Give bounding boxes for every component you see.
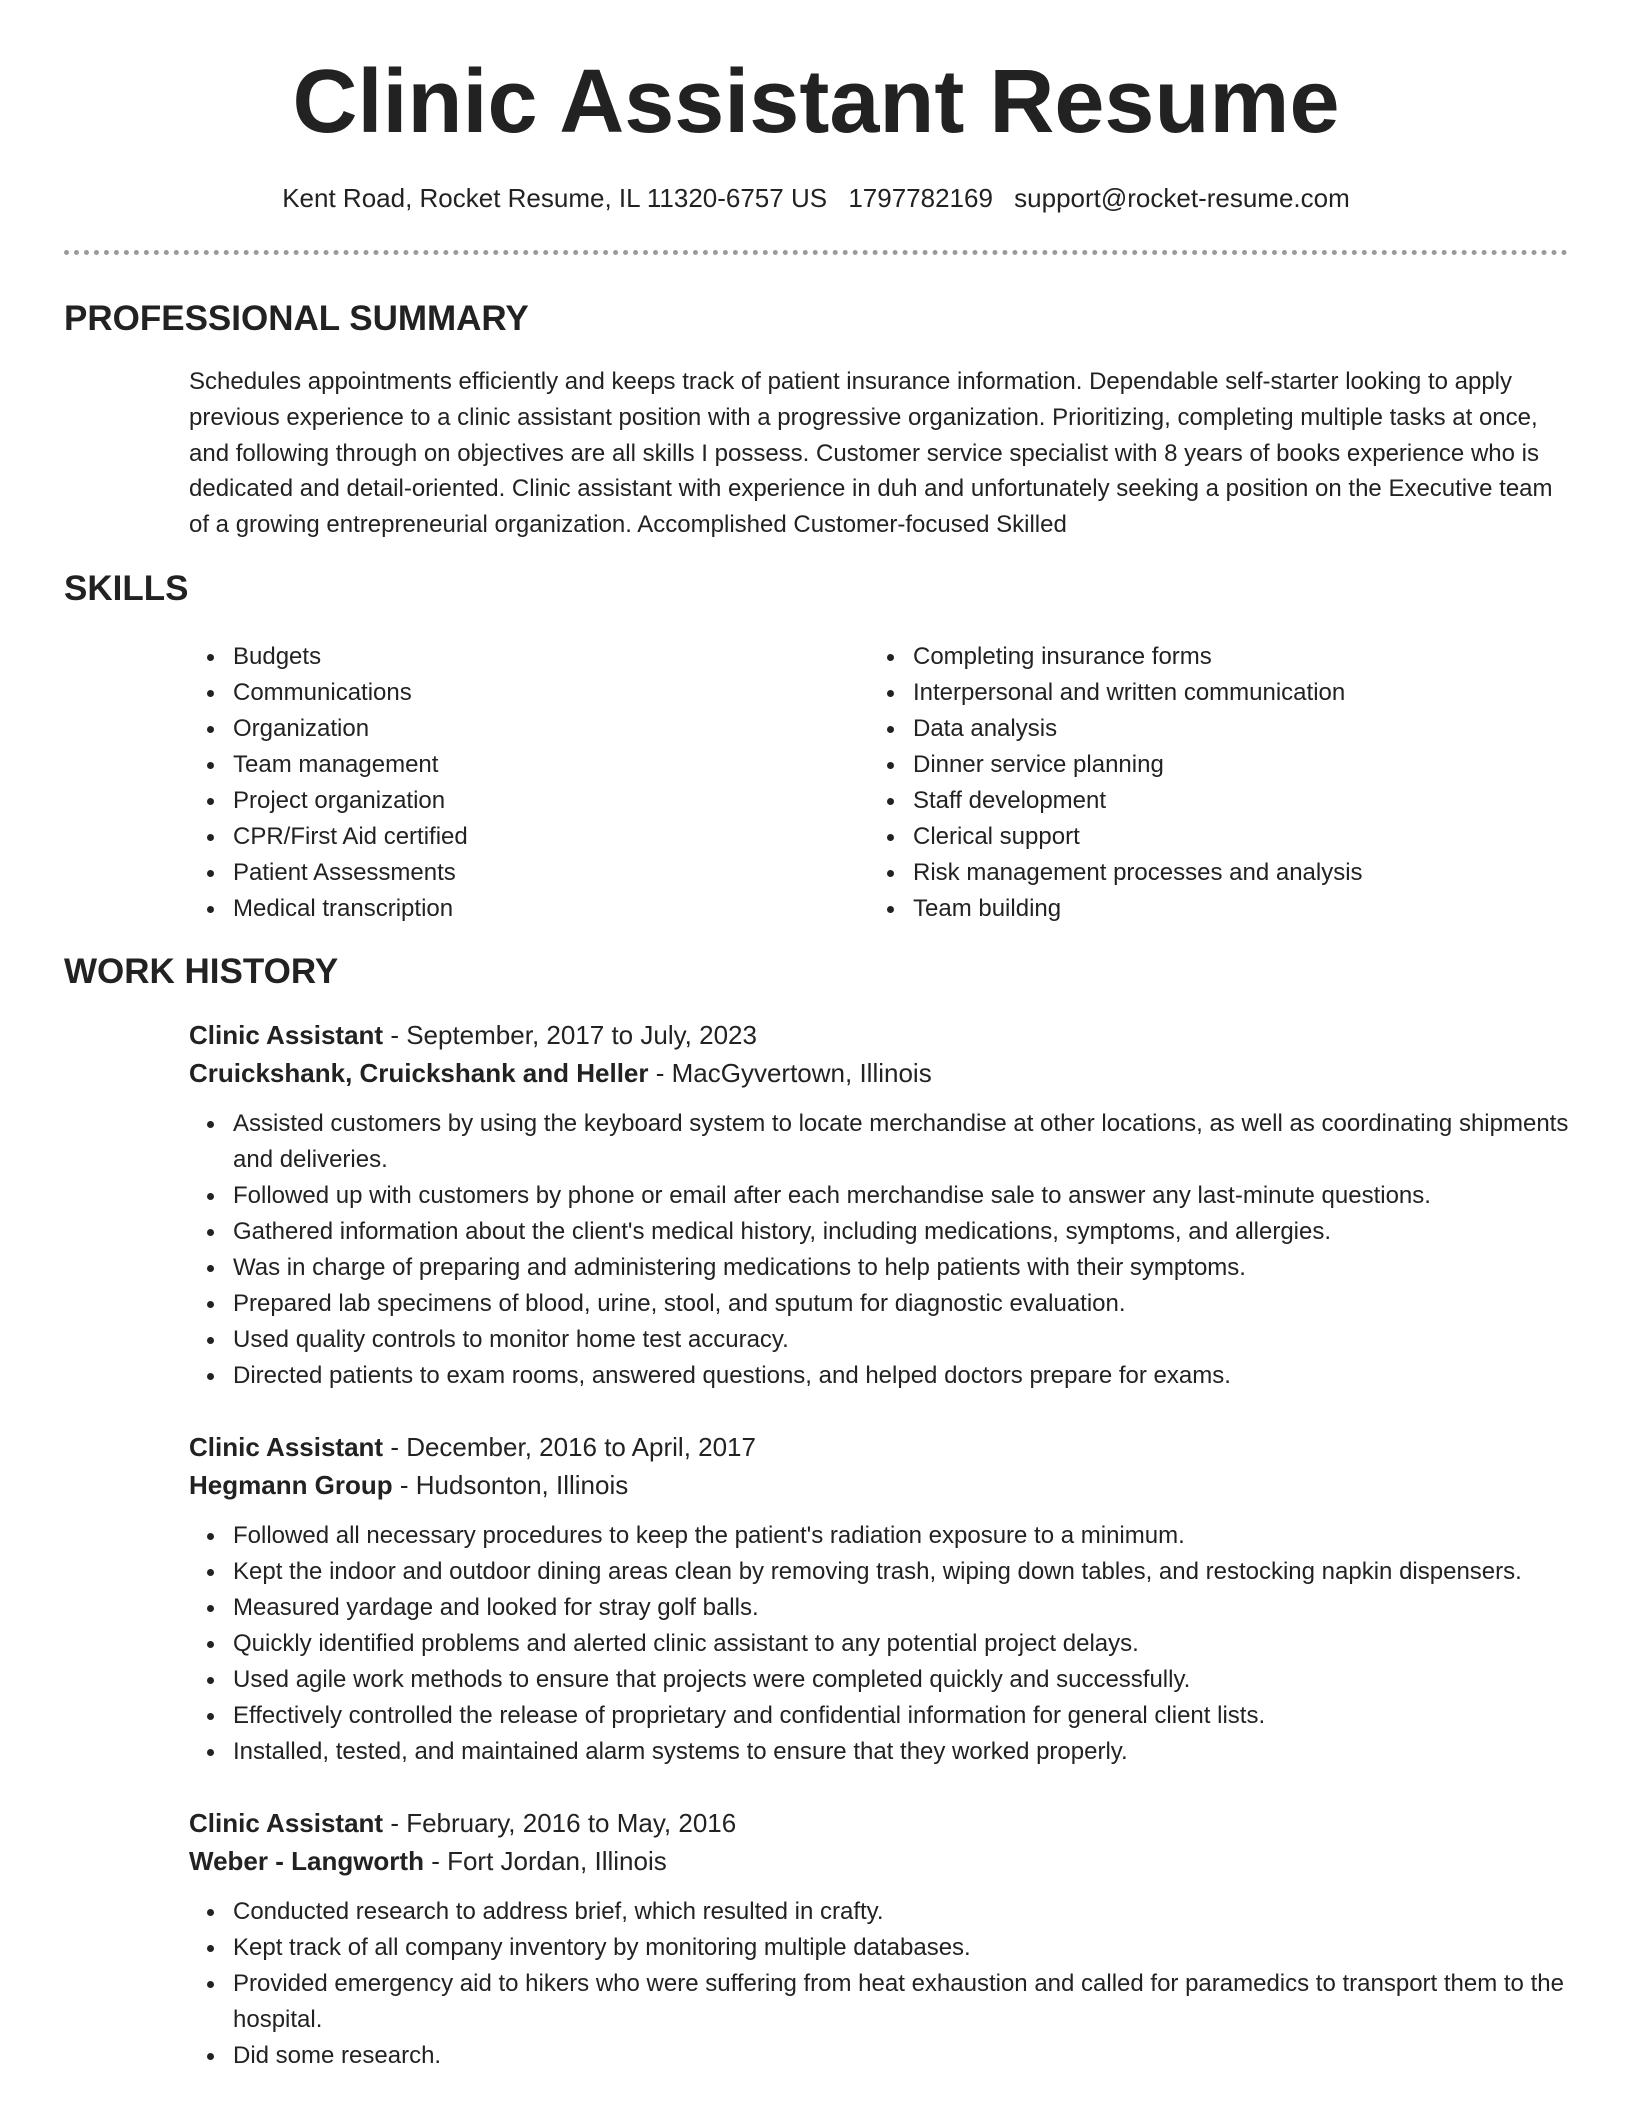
skill-item: Patient Assessments — [189, 855, 869, 891]
job-dates: - February, 2016 to May, 2016 — [383, 1808, 737, 1838]
skill-item: Clerical support — [869, 819, 1549, 855]
skill-item: Budgets — [189, 639, 869, 675]
header-divider — [64, 250, 1568, 255]
skill-item: Data analysis — [869, 711, 1549, 747]
job-location: - Hudsonton, Illinois — [392, 1470, 629, 1500]
summary-text: Schedules appointments efficiently and keeps track of patient insurance information. Dependable self-starter looking to apply previous experience to a clinic assistant position with a progressive organization. Prioritizing, completing multiple tasks at once, and following through on objectives are all skills I possess. Customer service specialist with 8 years of books experience who is dedicated and detail-oriented. Clinic assistant with experience in duh and unfortunately seeking a position on the Executive team of a growing entrepreneurial organization. Accomplished Customer-focused Skilled — [189, 368, 1553, 539]
job-duty: Measured yardage and looked for stray golf balls. — [189, 1590, 1569, 1626]
job-duty: Installed, tested, and maintained alarm systems to ensure that they worked properly. — [189, 1734, 1569, 1770]
skill-item: Risk management processes and analysis — [869, 855, 1549, 891]
job-duty: Prepared lab specimens of blood, urine, stool, and sputum for diagnostic evaluation. — [189, 1286, 1569, 1322]
skills-list — [189, 639, 1569, 927]
skill-item: Team management — [189, 747, 869, 783]
skill-item: Staff development — [869, 783, 1549, 819]
skill-item: Communications — [189, 675, 869, 711]
job-duty: Was in charge of preparing and administering medications to help patients with their symptoms. — [189, 1250, 1569, 1286]
job-duty: Directed patients to exam rooms, answered questions, and helped doctors prepare for exams. — [189, 1358, 1569, 1394]
job-dates: - September, 2017 to July, 2023 — [383, 1020, 757, 1050]
job-duties — [189, 1518, 1569, 1770]
job-duty: Kept the indoor and outdoor dining areas clean by removing trash, wiping down tables, and restocking napkin dispensers. — [189, 1554, 1569, 1590]
job-role: Clinic Assistant — [189, 1020, 384, 1050]
job-dates: - December, 2016 to April, 2017 — [383, 1432, 756, 1462]
job-entry — [189, 1804, 1569, 2074]
job-duties — [189, 1894, 1569, 2074]
section-title-skills: SKILLS — [64, 569, 189, 608]
section-title-summary: PROFESSIONAL SUMMARY — [64, 299, 529, 338]
job-duty: Quickly identified problems and alerted clinic assistant to any potential project delays. — [189, 1626, 1569, 1662]
job-duty: Used agile work methods to ensure that projects were completed quickly and successfully. — [189, 1662, 1569, 1698]
job-company-line — [189, 1054, 1569, 1092]
job-duty: Effectively controlled the release of proprietary and confidential information for general client lists. — [189, 1698, 1569, 1734]
contact-line — [0, 180, 1632, 216]
section-title-work-history: WORK HISTORY — [64, 952, 339, 991]
job-duties — [189, 1106, 1569, 1394]
skill-item: Interpersonal and written communication — [869, 675, 1549, 711]
skills-column-right — [869, 639, 1549, 927]
skill-item: Medical transcription — [189, 891, 869, 927]
skill-item: Organization — [189, 711, 869, 747]
job-company: Hegmann Group — [189, 1470, 393, 1500]
job-location: - MacGyvertown, Illinois — [648, 1058, 932, 1088]
job-role-line — [189, 1016, 1569, 1054]
resume-title: Clinic Assistant Resume — [292, 52, 1340, 152]
job-role: Clinic Assistant — [189, 1432, 384, 1462]
job-duty: Kept track of all company inventory by monitoring multiple databases. — [189, 1930, 1569, 1966]
job-role-line — [189, 1804, 1569, 1842]
job-duty: Assisted customers by using the keyboard system to locate merchandise at other locations, as well as coordinating shipments and deliveries. — [189, 1106, 1569, 1178]
skill-item: Dinner service planning — [869, 747, 1549, 783]
job-duty: Provided emergency aid to hikers who were suffering from heat exhaustion and called for paramedics to transport them to the hospital. — [189, 1966, 1569, 2038]
skill-item: Project organization — [189, 783, 869, 819]
skill-item: CPR/First Aid certified — [189, 819, 869, 855]
job-duty: Followed all necessary procedures to keep the patient's radiation exposure to a minimum. — [189, 1518, 1569, 1554]
job-duty: Used quality controls to monitor home test accuracy. — [189, 1322, 1569, 1358]
job-role-line — [189, 1428, 1569, 1466]
skill-item: Team building — [869, 891, 1549, 927]
job-company-line — [189, 1466, 1569, 1504]
job-company-line — [189, 1842, 1569, 1880]
job-location: - Fort Jordan, Illinois — [423, 1846, 667, 1876]
contact-email: support@rocket-resume.com — [1014, 183, 1350, 213]
job-entry — [189, 1428, 1569, 1770]
job-duty: Did some research. — [189, 2038, 1569, 2074]
skill-item: Completing insurance forms — [869, 639, 1549, 675]
job-duty: Followed up with customers by phone or email after each merchandise sale to answer any last-minute questions. — [189, 1178, 1569, 1214]
job-duty: Gathered information about the client's medical history, including medications, symptoms, and allergies. — [189, 1214, 1569, 1250]
job-duty: Conducted research to address brief, which resulted in crafty. — [189, 1894, 1569, 1930]
job-role: Clinic Assistant — [189, 1808, 384, 1838]
job-company: Cruickshank, Cruickshank and Heller — [189, 1058, 649, 1088]
skills-column-left — [189, 639, 869, 927]
job-company: Weber - Langworth — [189, 1846, 424, 1876]
contact-phone: 1797782169 — [848, 183, 993, 213]
contact-address: Kent Road, Rocket Resume, IL 11320-6757 US — [282, 183, 828, 213]
job-entry — [189, 1016, 1569, 1394]
